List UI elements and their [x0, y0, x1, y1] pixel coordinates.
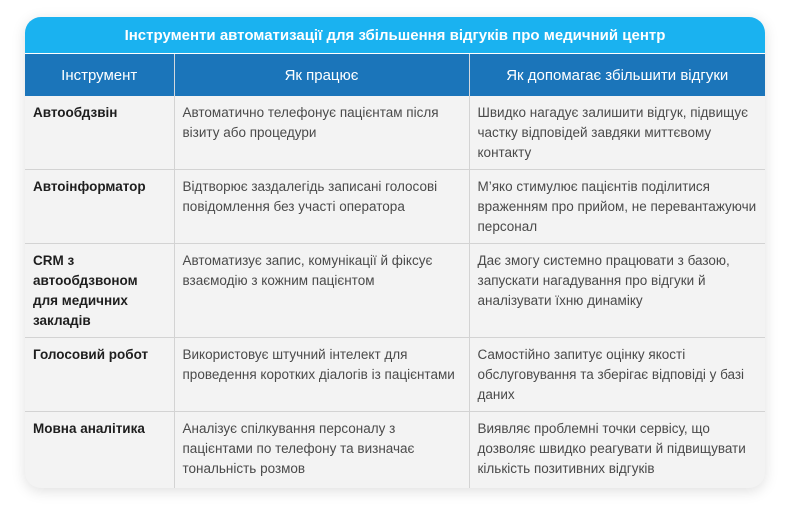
header-row: [25, 54, 765, 96]
benefit-cell: Швидко нагадує залишити відгук, підвищує частку відповідей завдяки миттєвому контакту: [469, 96, 765, 170]
tool-cell: Автоінформатор: [25, 170, 174, 244]
table-row: [25, 338, 765, 412]
table-title: Інструменти автоматизації для збільшення відгуків про медичний центр: [25, 17, 765, 54]
table-row: [25, 244, 765, 338]
table-row: [25, 412, 765, 489]
benefit-cell: М’яко стимулює пацієнтів поділитися враженням про прийом, не перевантажуючи персонал: [469, 170, 765, 244]
benefit-cell: Дає змогу системно працювати з базою, запускати нагадування про відгуки й аналізувати їхню динаміку: [469, 244, 765, 338]
how-cell: Автоматизує запис, комунікації й фіксує взаємодію з кожним пацієнтом: [174, 244, 469, 338]
tool-cell: Голосовий робот: [25, 338, 174, 412]
tool-cell: Автообдзвін: [25, 96, 174, 170]
how-cell: Автоматично телефонує пацієнтам після візиту або процедури: [174, 96, 469, 170]
tool-cell: Мовна аналітика: [25, 412, 174, 489]
table-card: [25, 17, 765, 488]
table-row: [25, 170, 765, 244]
column-header-benefit: Як допомагає збільшити відгуки: [469, 54, 765, 96]
table-row: [25, 96, 765, 170]
benefit-cell: Самостійно запитує оцінку якості обслуговування та зберігає відповіді у базі даних: [469, 338, 765, 412]
how-cell: Аналізує спілкування персоналу з пацієнтами по телефону та визначає тональність розмов: [174, 412, 469, 489]
tools-table: [25, 54, 765, 488]
column-header-how: Як працює: [174, 54, 469, 96]
how-cell: Використовує штучний інтелект для проведення коротких діалогів із пацієнтами: [174, 338, 469, 412]
tool-cell: CRM з автообдзвоном для медичних закладів: [25, 244, 174, 338]
benefit-cell: Виявляє проблемні точки сервісу, що дозволяє швидко реагувати й підвищувати кількість позитивних відгуків: [477, 421, 746, 476]
how-cell: Відтворює заздалегідь записані голосові повідомлення без участі оператора: [174, 170, 469, 244]
column-header-tool: Інструмент: [25, 54, 174, 96]
